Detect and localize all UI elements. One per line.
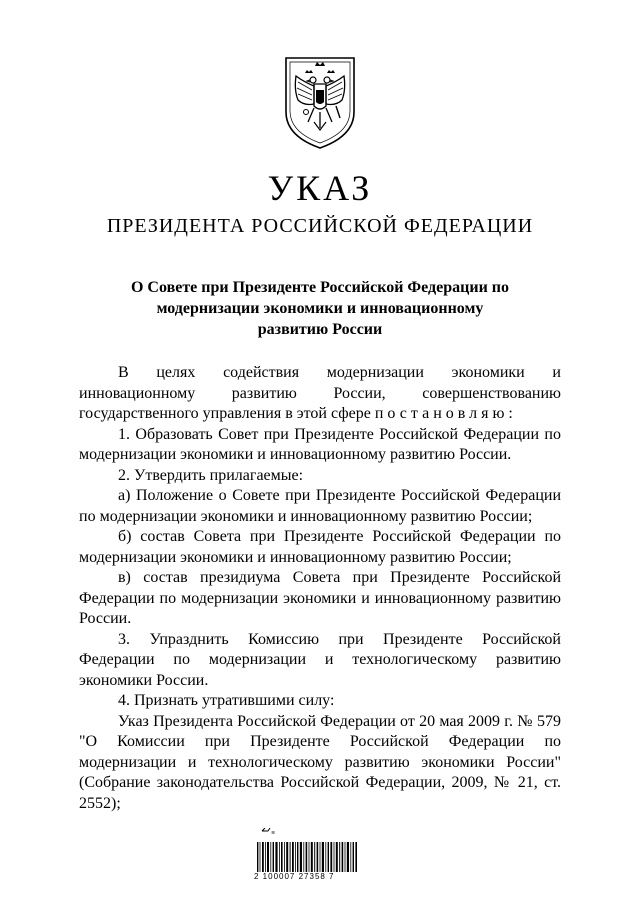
decree-body [79,363,561,814]
clause-2b: б) состав Совета при Президенте Российской Федерации по модернизации экономики и инновационному развитию России; [79,528,561,566]
decree-word: постановляю [374,405,509,422]
svg-text:≋: ≋ [271,830,276,836]
barcode-icon [254,828,360,872]
clause-1: 1. Образовать Совет при Президенте Российской Федерации по модернизации экономики и инновационному развитию России. [79,425,561,463]
barcode-number: 2 100007 27358 7 [254,872,335,881]
clause-4a: Указ Президента Российской Федерации от 20 мая 2009 г. № 579 "О Комиссии при Президенте Российской Федерации по модернизации и технологическому развитию экономики России" (Собрание законодательства Российской Федерации, 2009, № 21, ст. 2552); [79,712,561,812]
coat-of-arms-icon [278,50,362,150]
decree-punct: : [508,405,513,422]
heading-line: модернизации экономики и инновационному [156,300,484,317]
clause-3: 3. Упразднить Комиссию при Президенте Российской Федерации по модернизации и технологическому развитию экономики России. [79,630,561,689]
clause-2: 2. Утвердить прилагаемые: [118,466,304,484]
document-subtitle: ПРЕЗИДЕНТА РОССИЙСКОЙ ФЕДЕРАЦИИ [106,215,534,237]
heading-line: развитию России [257,321,383,338]
clause-2a: а) Положение о Совете при Президенте Российской Федерации по модернизации экономики и инновационному развитию России; [79,487,561,525]
document-barcode [254,828,360,881]
decree-heading [95,277,545,340]
clause-2c: в) состав президиума Совета при Президенте Российской Федерации по модернизации экономики и инновационному развитию России. [79,569,561,627]
heading-line: О Совете при Президенте Российской Федерации по [130,279,510,296]
clause-4: 4. Признать утратившими силу: [118,692,335,709]
preamble-text: В целях содействия модернизации экономики и инновационному развитию России, совершенствованию государственного управления в этой сфере [79,364,561,422]
preamble-paragraph [79,363,561,425]
document-title: УКАЗ [267,168,373,208]
